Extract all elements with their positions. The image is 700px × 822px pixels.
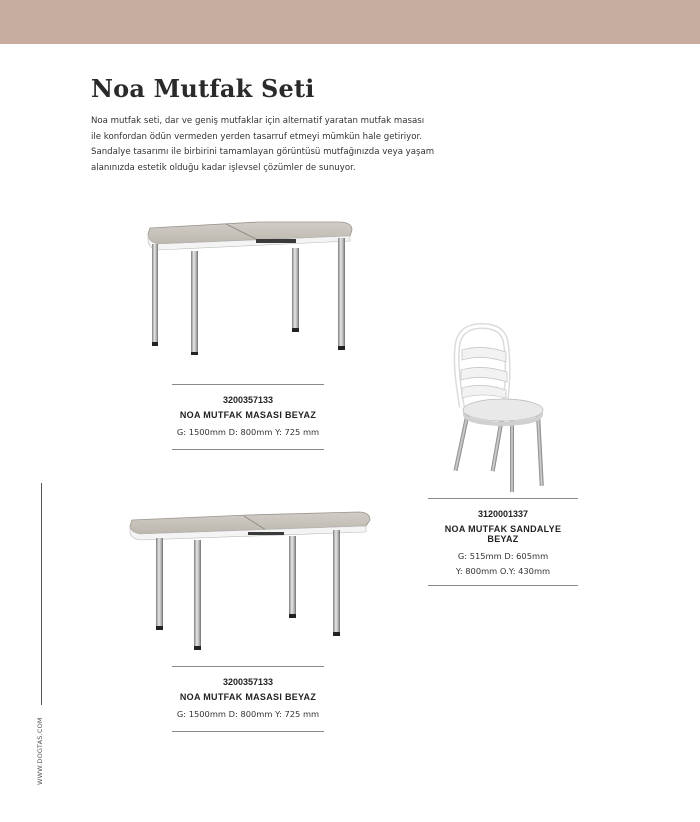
table-image-top <box>140 210 360 355</box>
product-code: 3200357133 <box>222 677 274 687</box>
product-info-table-top <box>172 384 324 450</box>
divider <box>428 585 578 586</box>
intro-line: alanınızda estetik olduğu kadar işlevsel çözümler de sunuyor. <box>91 162 356 173</box>
product-dimensions <box>428 549 578 579</box>
top-color-band <box>0 0 700 44</box>
divider <box>172 666 324 667</box>
product-dimensions: G: 1500mm D: 800mm Y: 725 mm <box>176 427 320 437</box>
product-code: 3120001337 <box>477 509 529 519</box>
chair-image <box>448 322 558 497</box>
product-dimensions: G: 1500mm D: 800mm Y: 725 mm <box>176 709 320 719</box>
dimension-line: G: 515mm D: 605mm <box>457 551 549 561</box>
side-website-link[interactable]: WWW.DOGTAS.COM <box>36 717 44 785</box>
page-title: Noa Mutfak Seti <box>91 74 315 103</box>
product-info-chair <box>428 498 578 586</box>
product-name: NOA MUTFAK MASASI BEYAZ <box>179 410 317 420</box>
intro-line: ile konfordan ödün vermeden yerden tasarruf etmeyi mümkün hale getiriyor. <box>91 131 422 142</box>
product-name: NOA MUTFAK MASASI BEYAZ <box>179 692 317 702</box>
divider <box>172 384 324 385</box>
side-vertical-line <box>41 483 42 705</box>
dimension-line: Y: 800mm O.Y: 430mm <box>455 566 551 576</box>
divider <box>428 498 578 499</box>
divider <box>172 731 324 732</box>
intro-line: Sandalye tasarımı ile birbirini tamamlayan görüntüsü mutfağınızda veya yaşam <box>91 147 435 157</box>
product-info-table-extended <box>172 666 324 732</box>
product-name: NOA MUTFAK SANDALYE BEYAZ <box>444 524 562 544</box>
intro-line: Noa mutfak seti, dar ve geniş mutfaklar için alternatif yaratan mutfak masası <box>91 116 425 126</box>
intro-paragraph <box>91 114 491 176</box>
product-code: 3200357133 <box>222 395 274 405</box>
divider <box>172 449 324 450</box>
table-image-extended <box>126 506 372 654</box>
